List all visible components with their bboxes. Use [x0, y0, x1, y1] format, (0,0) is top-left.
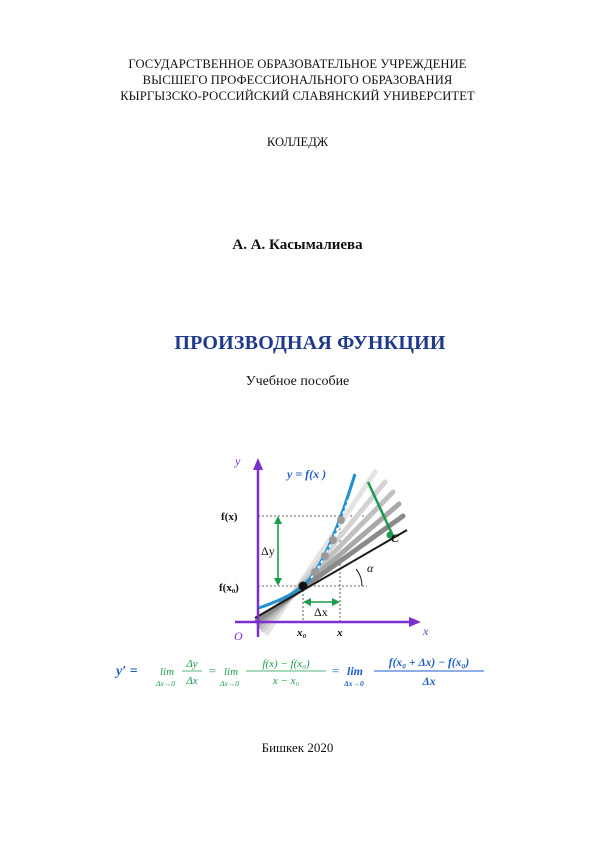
- frac1-num: Δy: [186, 658, 198, 670]
- x-axis-label: x: [423, 624, 429, 638]
- lim-sub-3: Δx→0: [344, 679, 364, 688]
- lim-sub-1: Δx→0: [156, 679, 175, 688]
- book-subtitle: Учебное пособие: [245, 374, 350, 389]
- delta-x-label: Δx: [314, 605, 328, 619]
- x-tick-label: x: [337, 627, 343, 639]
- frac2-num: f(x) − f(x₀): [262, 658, 310, 670]
- header-line-2: ВЫСШЕГО ПРОФЕССИОНАЛЬНОГО ОБРАЗОВАНИЯ: [142, 73, 453, 87]
- y-prime: y′ =: [116, 664, 138, 679]
- author-name: А. А. Касымалиева: [232, 237, 363, 253]
- eq-1: =: [208, 663, 217, 678]
- header-line-1: ГОСУДАРСТВЕННОЕ ОБРАЗОВАТЕЛЬНОЕ УЧРЕЖДЕНИЕ: [128, 57, 467, 71]
- frac3-num: f(x₀ + Δx) − f(x₀): [388, 657, 470, 669]
- secant-fan: [257, 472, 403, 633]
- derivative-figure: [215, 452, 435, 644]
- institution-header: [0, 56, 595, 104]
- frac3-den: Δx: [422, 676, 436, 688]
- delta-y-label: Δy: [261, 544, 275, 558]
- lim-sub-2: Δx→0: [220, 679, 239, 688]
- book-title: ПРОИЗВОДНАЯ ФУНКЦИИ: [174, 332, 446, 354]
- y-axis-label: y: [235, 454, 241, 468]
- curve-label: y = f(x ): [287, 467, 327, 481]
- lim-3: lim: [347, 664, 364, 678]
- college-label: КОЛЛЕДЖ: [266, 135, 329, 149]
- x-arrow-icon: [409, 617, 421, 627]
- point-x0: [299, 582, 308, 591]
- lim-2: lim: [224, 666, 239, 678]
- alpha-arc: [356, 569, 362, 586]
- header-line-3: КЫРГЫЗСКО-РОССИЙСКИЙ СЛАВЯНСКИЙ УНИВЕРСИТЕТ: [120, 89, 475, 103]
- derivative-formula: [112, 648, 492, 694]
- lim-1: lim: [160, 666, 175, 678]
- y-arrow-icon: [253, 458, 263, 470]
- fx0-label: f(x₀): [219, 582, 239, 594]
- frac2-den: x − x₀: [272, 675, 300, 687]
- alpha-label: α: [367, 561, 374, 575]
- eq-2: =: [331, 663, 340, 678]
- frac1-den: Δx: [186, 675, 198, 687]
- fx-label: f(x): [221, 511, 238, 523]
- delta-y-arrow: [274, 516, 282, 586]
- x0-tick-label: x₀: [297, 627, 307, 639]
- origin-label: O: [234, 629, 243, 643]
- city-year: Бишкек 2020: [261, 740, 334, 755]
- point-c-label: C: [391, 531, 400, 545]
